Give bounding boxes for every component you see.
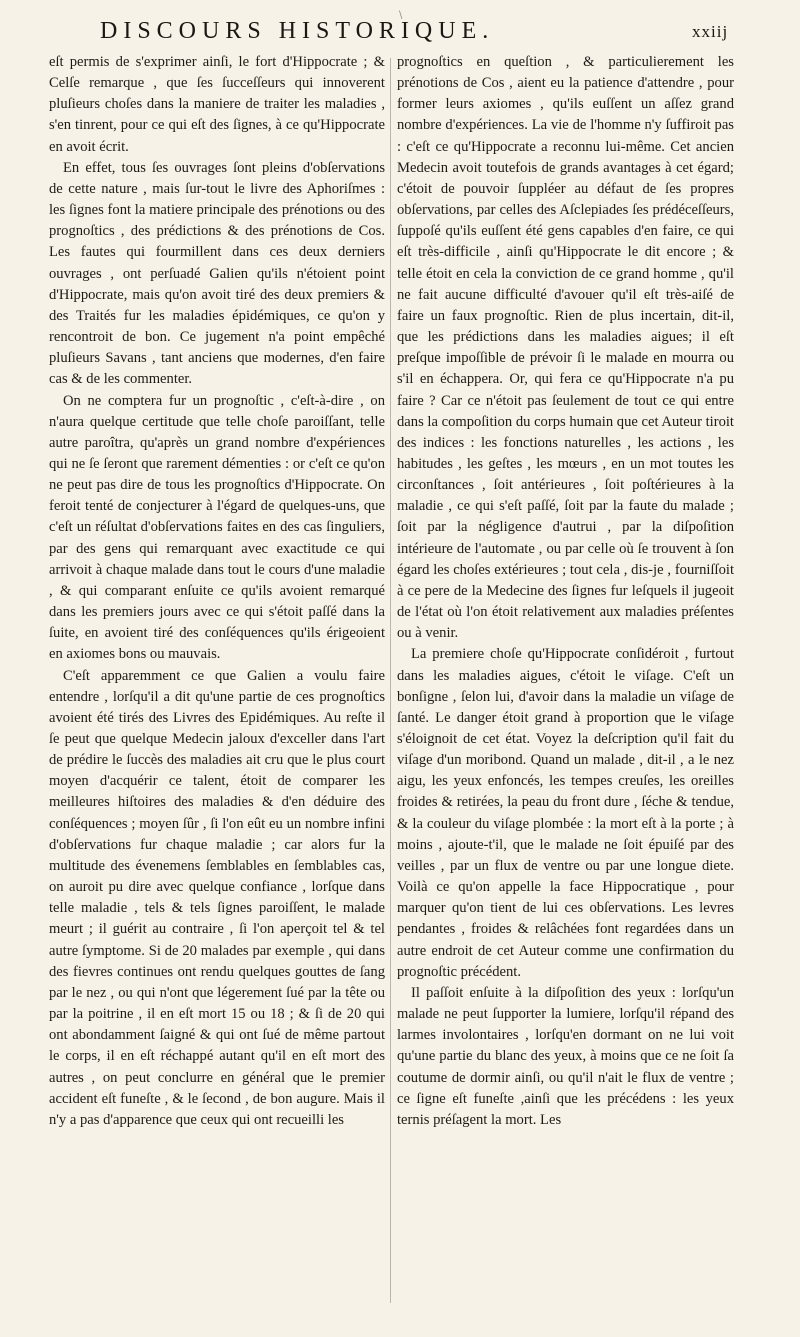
page-number: xxiij — [692, 22, 729, 41]
paragraph: eſt permis de s'exprimer ainſi, le fort d'Hippocrate ; & Celſe remarque , que ſes ſucceſſeurs qui innoverent pluſieurs choſes dans la maniere de traiter les maladies , s'en tinrent, pour ce qui eſt des ſignes, à ce qu'Hippocrate en avoit écrit. — [49, 54, 385, 155]
paragraph: La premiere choſe qu'Hippocrate conſidéroit , furtout dans les maladies aigues, c'étoit le viſage. C'eſt un bonſigne , ſelon lui, d'avoir dans la maladie un viſage de ſanté. Le danger étoit grand à proportion que le viſage s'éloignoit de cet état. Voyez la deſcription qu'il fait du viſage d'un moribond. Quand un malade , dit-il , a le nez aigu, les yeux enfoncés, les tempes creuſes, les oreilles froides & retirées, la peau du front dure , ſéche & tendue, & la couleur du viſage plombée : la mort eſt à la porte ; à moins , ajoute-t'il, que le malade ne ſoit épuiſé par des veilles , par un flux de ventre ou par une longue diete. Voilà ce qu'on appelle la face Hippocratique , pour marquer qu'on tient de lui ces obſervations. Les levres pendantes , froides & relâchées font regardées dans un autre endroit de cet Auteur comme une confirmation du prognoſtic précédent. — [397, 646, 734, 980]
ink-speck: \ — [399, 10, 403, 21]
column-divider — [390, 58, 391, 1303]
paragraph: Il paſſoit enſuite à la diſpoſition des yeux : lorſqu'un malade ne peut ſupporter la lumiere, lorſqu'il répand des larmes involontaires , lorſqu'en dormant on ne lui voit qu'une partie du blanc des yeux, à moins que ce ne ſoit ſa coutume de dormir ainſi, ou qu'il n'ait le flux de ventre ; ce ſigne eſt funeſte ,ainſi que les précédens : les yeux ternis préſagent la mort. Les — [397, 984, 734, 1128]
paragraph: C'eſt apparemment ce que Galien a voulu faire entendre , lorſqu'il a dit qu'une partie de ces prognoſtics avoient été tirés des Livres des Epidémiques. Au reſte il ſe peut que quelque Medecin jaloux d'exceller dans l'art de prédire le ſuccès des maladies ait cru que le plus court moyen d'acquérir ce talent, étoit de comparer les meilleures hiſtoires des maladies & d'en déduire des conſéquences ; moyen ſûr , ſi l'on eût eu un nombre infini d'obſervations fur chaque maladie ; car alors fur la multitude des évenemens ſemblables en ſemblables cas, on auroit pu dire avec quelque confiance , lorſque dans telle maladie , tels & tels ſignes paroiſſent, le malade meurt ; il guérit au contraire , ſi l'on aperçoit tel & tel autre ſymptome. Si de 20 malades par exemple , qui dans des fievres continues ont rendu quelques gouttes de ſang par le nez , ou qui n'ont que légerement ſué par la tête ou par la poitrine , il en eſt mort 15 ou 18 ; & ſi de 20 qui ont abondamment ſaigné & qui ont ſué de même partout le corps, il en eſt réchappé autant qu'il en eſt mort des autres , on peut conclurre en général que le premier accident eſt funeſte , & le ſecond , de bon augure. Mais il n'y a pas d'apparence que ceux qui ont recueilli les — [49, 667, 385, 1128]
running-title: DISCOURS HISTORIQUE. — [100, 18, 495, 44]
paragraph: En effet, tous ſes ouvrages ſont pleins d'obſervations de cette nature , mais ſur-tout le livre des Aphoriſmes : les ſignes font la matiere principale des prénotions ou des prognoſtics , des prédictions & des prénotions de Cos. Les fautes qui fourmillent dans ces deux derniers ouvrages , ont perſuadé Galien qu'ils n'étoient point d'Hippocrate, mais qu'on avoit tiré des deux premiers & des Traités fur les maladies épidémiques, ce qu'on y rencontroit de bon. Ce jugement n'a point empêché pluſieurs Savans , tant anciens que modernes, d'en faire cas & de les commenter. — [49, 159, 385, 388]
paragraph: prognoſtics en queſtion , & particulierement les prénotions de Cos , aient eu la patience d'attendre , pour former leurs axiomes , qu'ils euſſent un aſſez grand nombre d'expériences. La vie de l'homme n'y ſuffiroit pas : c'eſt ce qu'Hippocrate a reconnu lui-même. Cet ancien Medecin avoit toutefois de grands avantages à cet égard; c'étoit de pouvoir ſuppléer au défaut de ſes propres obſervations, par celles des Aſclepiades ſes prédéceſſeurs, ſuppoſé qu'ils euſſent été gens capables d'en faire, ce qui eſt très-difficile , ainſi qu'Hippocrate le dit encore ; & telle étoit en cela la conviction de ce grand homme , qu'il ne fait aucune difficulté d'avouer qu'il eſt très-aiſé de faire un faux prognoſtic. Rien de plus incertain, dit-il, que les prédictions dans les maladies aigues; il eſt preſque impoſſible de prévoir ſi le malade en mourra ou s'il en échappera. Or, qui fera ce qu'Hippocrate n'a pu faire ? Car ce n'étoit pas ſeulement de tout ce qui entre dans la compoſition du corps humain que cet Auteur tiroit des indices : les fonctions naturelles , les actions , les habitudes , les geſtes , les mœurs , en un mot toutes les circonſtances , ſoit antérieures , ſoit poſtérieures à la maladie , ce qui s'eſt paſſé, ſoit par la faute du malade ; ſoit par la négligence d'autrui , par la diſpoſition intérieure de l'automate , ou par celle où ſe trouvent à ſon égard les choſes extérieures ; tout cela , dis-je , fourniſſoit à ce pere de la Medecine des ſignes fur leſquels il jugeoit de l'état où l'on étoit relativement aux maladies préſentes ou à venir. — [397, 54, 734, 642]
paragraph: On ne comptera fur un prognoſtic , c'eſt-à-dire , on n'aura quelque certitude que telle choſe paroiſſant, telle autre paroîtra, qu'après un grand nombre d'expériences qui ne ſe ſeront que rarement démenties : or c'eſt ce qu'on ne peut pas dire de tous les prognoſtics d'Hippocrate. On feroit tenté de conjecturer à l'égard de quelques-uns, que c'eſt un réſultat d'obſervations faites en des cas ſinguliers, par des gens qui remarquant avec exactitude ce qui arrivoit à chaque malade dans tout le cours d'une maladie , & qui comparant enſuite ce qu'ils avoient remarqué dans les premiers jours avec ce qui s'étoit paſſé dans la ſuite, en avoient tiré des conſéquences qu'ils érigeoient en axiomes bons ou mauvais. — [49, 392, 385, 663]
right-column — [397, 52, 734, 1131]
left-column — [49, 52, 385, 1131]
